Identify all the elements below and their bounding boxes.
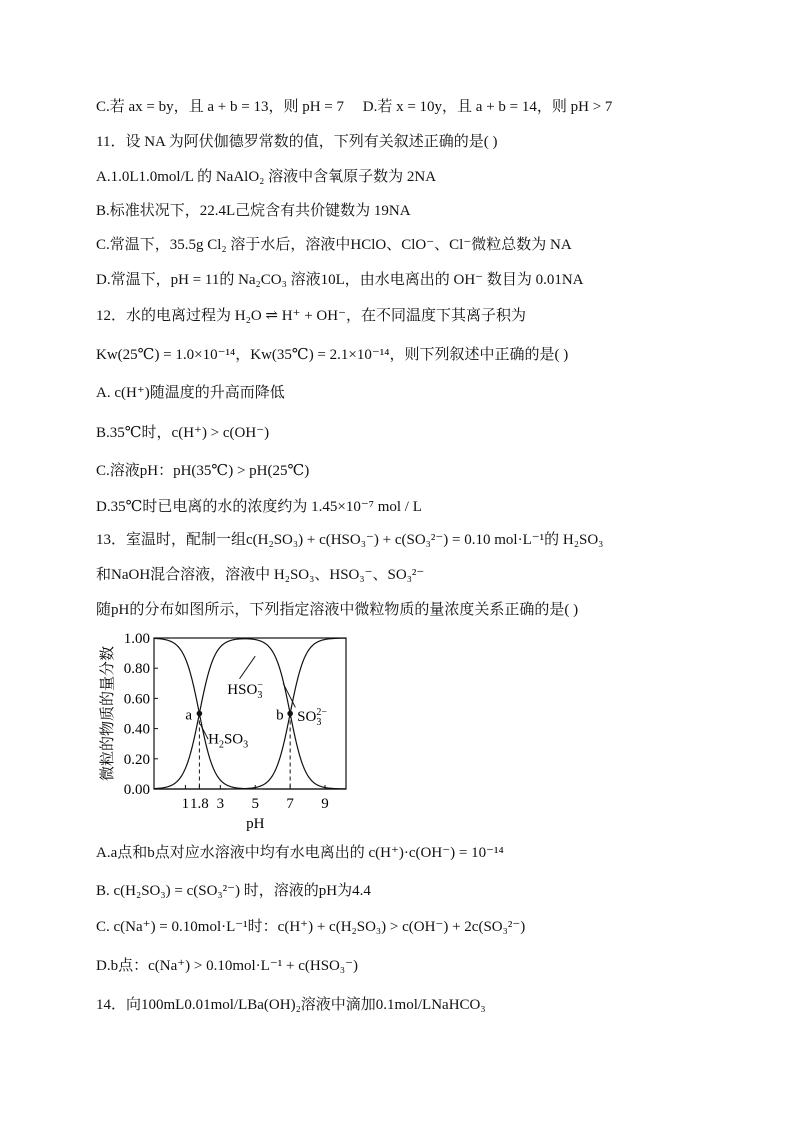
q12-option-d: D.35℃时已电离的水的浓度约为 1.45×10⁻⁷ mol / L [96, 499, 422, 515]
x-tick-label: 1.8 [190, 796, 209, 812]
q13-stem: 13．室温时，配制一组c(H₂SO₃) + c(HSO₃⁻) + c(SO₃²⁻) = 0.10 mol·L⁻¹的 H₂SO₃ [96, 532, 604, 548]
y-tick-label: 0.60 [123, 691, 150, 708]
q12-stem-kw: Kw(25℃) = 1.0×10⁻¹⁴，Kw(35℃) = 2.1×10⁻¹⁴，则下列叙述中正确的是( ) [96, 347, 569, 363]
q13-option-a: A.a点和b点对应水溶液中均有水电离出的 c(H⁺)·c(OH⁻) = 10⁻¹⁴ [96, 845, 504, 861]
x-tick-label: 1 [181, 796, 190, 812]
q13-option-b: B. c(H₂SO₃) = c(SO₃²⁻) 时，溶液的pH为4.4 [96, 883, 371, 899]
chart-svg [96, 626, 366, 834]
q12-stem: 12．水的电离过程为 H₂O ⇌ H⁺ + OH⁻，在不同温度下其离子积为 [96, 308, 527, 324]
q11-option-c: C.常温下，35.5g Cl₂ 溶于水后，溶液中HClO、ClO⁻、Cl⁻微粒总数为 NA [96, 237, 572, 253]
x-tick-label: 9 [321, 796, 329, 812]
q12-option-c: C.溶液pH：pH(35℃) > pH(25℃) [96, 463, 310, 479]
x-tick-label: 3 [216, 796, 225, 812]
y-tick-label: 0.20 [123, 751, 150, 768]
y-axis-label: 微粒的物质的量分数 [100, 645, 116, 782]
point-b [287, 711, 293, 717]
species-distribution-chart [96, 626, 366, 834]
q13-stem-3: 随pH的分布如图所示，下列指定溶液中微粒物质的量浓度关系正确的是( ) [96, 602, 579, 618]
label-so3: $SO_32-$ [297, 707, 327, 729]
q13-stem-2: 和NaOH混合溶液，溶液中 H₂SO₃、HSO₃⁻、SO₃²⁻ [96, 567, 425, 583]
q11-option-d: D.常温下，pH = 11的 Na₂CO₃ 溶液10L，由水电离出的 OH⁻ 数目为 0.01NA [96, 272, 584, 288]
x-tick-label: 5 [251, 796, 259, 812]
label-h2so3: $H_2SO_3$ [208, 731, 249, 751]
x-tick-label: 7 [286, 796, 294, 812]
q10-options-cd: C.若 ax = by，且 a + b = 13，则 pH = 7 D.若 x = 10y，且 a + b = 14，则 pH > 7 [96, 99, 613, 115]
q11-option-a: A.1.0L1.0mol/L 的 NaAlO₂ 溶液中含氧原子数为 2NA [96, 169, 437, 185]
q12-option-a: A. c(H⁺)随温度的升高而降低 [96, 385, 285, 401]
q14-stem: 14．向100mL0.01mol/LBa(OH)₂溶液中滴加0.1mol/LNaHCO₃ [96, 997, 486, 1013]
y-tick-label: 0.40 [123, 721, 150, 738]
q11-option-b: B.标准状况下，22.4L己烷含有共价键数为 19NA [96, 203, 411, 219]
y-tick-label: 0.80 [123, 661, 150, 678]
q13-option-c: C. c(Na⁺) = 0.10mol·L⁻¹时：c(H⁺) + c(H₂SO₃) > c(OH⁻) + 2c(SO₃²⁻) [96, 919, 526, 935]
label-hso3: $HSO_3-$ [227, 679, 263, 701]
point-a [197, 711, 203, 717]
point-label-b: b [276, 707, 284, 724]
q13-option-d: D.b点：c(Na⁺) > 0.10mol·L⁻¹ + c(HSO₃⁻) [96, 958, 359, 974]
x-axis-label: pH [246, 816, 265, 832]
q12-option-b: B.35℃时，c(H⁺) > c(OH⁻) [96, 425, 270, 441]
leader-hso3 [240, 656, 256, 679]
point-label-a: a [185, 707, 193, 724]
y-tick-label: 1.00 [123, 631, 150, 647]
y-tick-label: 0.00 [123, 782, 150, 798]
q11-stem: 11．设 NA 为阿伏伽德罗常数的值，下列有关叙述正确的是( ) [96, 134, 498, 150]
